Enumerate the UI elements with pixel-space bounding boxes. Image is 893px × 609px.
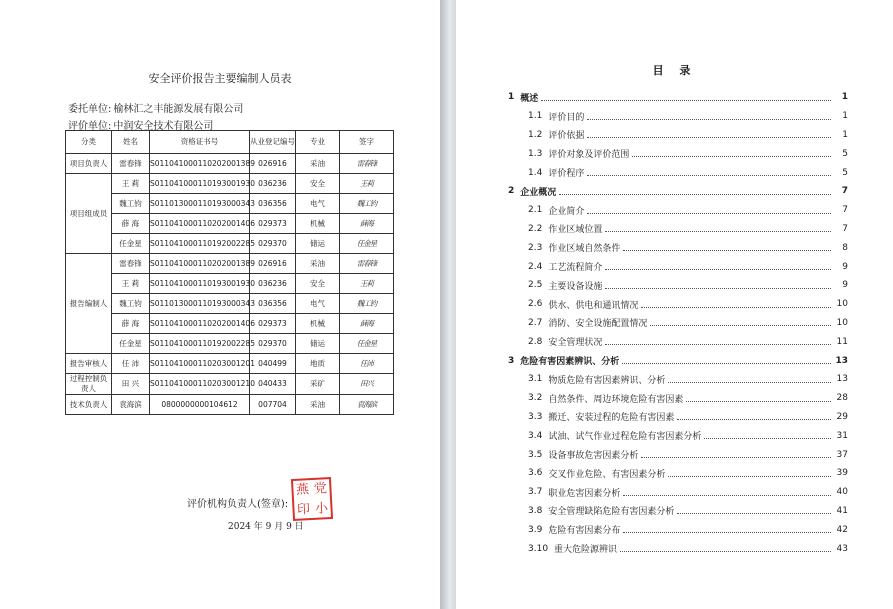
reg-cell: 026916 [250, 154, 296, 174]
toc-entry[interactable] [508, 163, 848, 182]
toc-leader [677, 419, 831, 420]
toc-text: 职业危害因素分析 [548, 488, 621, 499]
toc-page: 40 [836, 487, 848, 498]
toc-text: 安全管理状况 [548, 338, 603, 349]
toc-number: 3.3 [528, 411, 543, 422]
name-cell: 任金星 [112, 334, 150, 354]
name-cell: 王 莉 [112, 174, 150, 194]
signature-cell: 任沛 [340, 354, 394, 374]
table-of-contents [508, 88, 848, 558]
toc-text: 评价依据 [548, 131, 585, 142]
name-cell: 薛 海 [112, 314, 150, 334]
major-cell: 储运 [296, 334, 340, 354]
toc-text: 主要设备设施 [548, 281, 603, 292]
cert-cell: S011013000110193000343 [150, 194, 250, 214]
major-cell: 安全 [296, 174, 340, 194]
toc-page: 5 [842, 148, 848, 159]
toc-text: 评价程序 [548, 169, 585, 180]
toc-number: 3 [508, 355, 515, 366]
toc-entry[interactable] [508, 220, 848, 239]
toc-leader [559, 194, 831, 195]
major-cell: 采油 [296, 154, 340, 174]
category-cell: 项目负责人 [66, 154, 112, 174]
toc-text: 交叉作业危险、有害因素分析 [548, 469, 666, 480]
major-cell: 储运 [296, 234, 340, 254]
major-cell: 采油 [296, 254, 340, 274]
major-cell: 采油 [296, 395, 340, 415]
toc-number: 2.3 [528, 242, 543, 253]
toc-page: 41 [836, 505, 848, 516]
toc-title: 目 录 [652, 64, 697, 77]
toc-number: 2.2 [528, 223, 543, 234]
sign-date: 2024 年 9 月 9 日 [228, 522, 304, 532]
toc-text: 供水、供电和通讯情况 [548, 300, 639, 311]
toc-leader [587, 175, 831, 176]
toc-number: 3.1 [528, 374, 543, 385]
toc-text: 危险有害因素辨识、分析 [520, 357, 620, 368]
column-header: 资格证书号 [150, 131, 250, 154]
toc-page: 11 [836, 336, 848, 347]
toc-leader [620, 551, 831, 552]
cert-cell: S011041000110202001406 [150, 214, 250, 234]
reg-cell: 036356 [250, 294, 296, 314]
toc-entry[interactable] [508, 314, 848, 333]
signature-cell: 王莉 [340, 274, 394, 294]
toc-text: 企业概况 [520, 187, 557, 198]
client-name: 榆林汇之丰能源发展有限公司 [113, 104, 244, 115]
cert-cell: S011041000110203001201 [150, 354, 250, 374]
toc-entry[interactable] [508, 182, 848, 201]
toc-text: 设备事故危害因素分析 [548, 451, 639, 462]
toc-entry[interactable] [508, 295, 848, 314]
cert-cell: S011041000110202001389 [150, 254, 250, 274]
table-row [66, 354, 394, 374]
toc-entry[interactable] [508, 389, 848, 408]
column-header: 从业登记编号 [250, 131, 296, 154]
toc-number: 2.5 [528, 280, 543, 291]
toc-number: 3.9 [528, 524, 543, 535]
toc-leader [704, 438, 831, 439]
toc-entry[interactable] [508, 408, 848, 427]
toc-text: 工艺流程简介 [548, 263, 603, 274]
toc-number: 2.7 [528, 317, 543, 328]
toc-entry[interactable] [508, 483, 848, 502]
name-cell: 王 莉 [112, 274, 150, 294]
table-row [66, 234, 394, 254]
toc-entry[interactable] [508, 88, 848, 107]
column-header: 签字 [340, 131, 394, 154]
table-row [66, 174, 394, 194]
category-cell: 技术负责人 [66, 395, 112, 415]
major-cell: 地质 [296, 354, 340, 374]
toc-leader [623, 532, 831, 533]
reg-cell: 036236 [250, 174, 296, 194]
signature-cell: 雷春锋 [340, 154, 394, 174]
toc-leader [623, 495, 831, 496]
cert-cell: S011041000110202001389 [150, 154, 250, 174]
toc-number: 2.8 [528, 336, 543, 347]
signature-cell: 薛海 [340, 214, 394, 234]
toc-leader [605, 288, 831, 289]
table-row [66, 154, 394, 174]
cert-cell: S011041000110203001210 [150, 374, 250, 395]
cert-cell: S011041000110202001406 [150, 314, 250, 334]
reg-cell: 029370 [250, 234, 296, 254]
toc-page: 43 [836, 543, 848, 554]
toc-page: 28 [836, 393, 848, 404]
seal-char: 小 [314, 501, 329, 517]
toc-leader [587, 137, 831, 138]
major-cell: 采矿 [296, 374, 340, 395]
signature-cell: 任金星 [340, 334, 394, 354]
name-cell: 田 兴 [112, 374, 150, 395]
toc-text: 评价对象及评价范围 [548, 150, 630, 161]
category-cell: 报告审核人 [66, 354, 112, 374]
toc-entry[interactable] [508, 144, 848, 163]
toc-page: 5 [842, 167, 848, 178]
category-cell: 报告编制人 [66, 254, 112, 354]
toc-text: 作业区域自然条件 [548, 244, 621, 255]
toc-text: 试油、试气作业过程危险有害因素分析 [548, 432, 702, 443]
name-cell: 魏工钧 [112, 294, 150, 314]
toc-entry[interactable] [508, 126, 848, 145]
toc-number: 3.8 [528, 505, 543, 516]
toc-page: 37 [836, 449, 848, 460]
evaluator-label: 评价单位: [68, 121, 112, 132]
toc-entry[interactable] [508, 426, 848, 445]
toc-page: 13 [836, 374, 848, 385]
toc-number: 3.4 [528, 430, 543, 441]
toc-leader [541, 100, 831, 101]
reg-cell: 029373 [250, 314, 296, 334]
toc-entry[interactable] [508, 238, 848, 257]
signature-cell: 雷春锋 [340, 254, 394, 274]
toc-leader [641, 307, 831, 308]
toc-leader [677, 513, 831, 514]
toc-number: 3.6 [528, 468, 543, 479]
reg-cell: 026916 [250, 254, 296, 274]
toc-entry[interactable] [508, 502, 848, 521]
toc-number: 3.10 [528, 543, 549, 554]
toc-page: 1 [841, 92, 848, 103]
toc-entry[interactable] [508, 445, 848, 464]
name-cell: 魏工钧 [112, 194, 150, 214]
toc-number: 2.1 [528, 205, 543, 216]
seal-char: 党 [313, 481, 328, 497]
staff-table-title: 安全评价报告主要编制人员表 [148, 72, 292, 85]
toc-page: 13 [835, 355, 848, 366]
major-cell: 电气 [296, 294, 340, 314]
cert-cell: 0800000000104612 [150, 395, 250, 415]
signature-cell: 薛海 [340, 314, 394, 334]
toc-text: 企业简介 [548, 206, 585, 217]
name-cell: 雷春锋 [112, 254, 150, 274]
name-cell: 袁海滨 [112, 395, 150, 415]
toc-leader [641, 457, 831, 458]
toc-page: 1 [842, 129, 848, 140]
toc-leader [587, 119, 831, 120]
client-label: 委托单位: [68, 104, 112, 115]
cert-cell: S011013000110193000343 [150, 294, 250, 314]
toc-number: 1 [508, 92, 515, 103]
toc-page: 10 [836, 317, 848, 328]
toc-text: 危险有害因素分布 [548, 526, 621, 537]
toc-number: 1.1 [528, 111, 543, 122]
toc-page: 29 [836, 411, 848, 422]
toc-page: 8 [842, 242, 848, 253]
name-cell: 雷春锋 [112, 154, 150, 174]
toc-number: 3.2 [528, 393, 543, 404]
column-header: 分类 [66, 131, 112, 154]
toc-text: 搬迁、安装过程的危险有害因素 [548, 413, 675, 424]
toc-text: 重大危险源辨识 [554, 545, 618, 556]
signature-cell: 魏工钧 [340, 194, 394, 214]
toc-leader [623, 250, 831, 251]
name-cell: 任金星 [112, 234, 150, 254]
seal-char: 印 [296, 502, 311, 518]
column-header: 姓名 [112, 131, 150, 154]
reg-cell: 029373 [250, 214, 296, 234]
toc-number: 2.6 [528, 299, 543, 310]
toc-page: 9 [842, 261, 848, 272]
toc-entry[interactable] [508, 201, 848, 220]
toc-text: 评价目的 [548, 112, 585, 123]
toc-entry[interactable] [508, 520, 848, 539]
toc-leader [668, 382, 831, 383]
toc-leader [686, 401, 831, 402]
toc-entry[interactable] [508, 539, 848, 558]
toc-entry[interactable] [508, 351, 848, 370]
toc-leader [622, 363, 831, 364]
toc-leader [587, 213, 831, 214]
cert-cell: S011041000110192002285 [150, 234, 250, 254]
reg-cell: 036236 [250, 274, 296, 294]
toc-number: 1.2 [528, 129, 543, 140]
cert-cell: S011041000110192002285 [150, 334, 250, 354]
toc-leader [605, 231, 831, 232]
company-seal [291, 477, 333, 521]
toc-text: 概述 [520, 93, 539, 104]
toc-leader [650, 325, 831, 326]
evaluator-name: 中润安全技术有限公司 [113, 121, 214, 132]
toc-number: 1.4 [528, 167, 543, 178]
cert-cell: S011041000110193001930 [150, 174, 250, 194]
category-cell: 项目组成员 [66, 174, 112, 254]
toc-page: 10 [836, 299, 848, 310]
signature-cell: 任金星 [340, 234, 394, 254]
toc-number: 2.4 [528, 261, 543, 272]
toc-text: 安全管理缺陷危险有害因素分析 [548, 507, 675, 518]
toc-entry[interactable] [508, 332, 848, 351]
right-page [456, 0, 893, 609]
toc-entry[interactable] [508, 464, 848, 483]
major-cell: 电气 [296, 194, 340, 214]
toc-leader [632, 156, 831, 157]
toc-page: 7 [841, 186, 848, 197]
toc-leader [605, 344, 831, 345]
reg-cell: 040433 [250, 374, 296, 395]
table-row [66, 314, 394, 334]
cert-cell: S011041000110193001930 [150, 274, 250, 294]
toc-page: 1 [842, 111, 848, 122]
toc-page: 9 [842, 280, 848, 291]
seal-char: 燕 [295, 482, 310, 498]
name-cell: 薛 海 [112, 214, 150, 234]
table-row [66, 274, 394, 294]
staff-table-body [66, 154, 394, 415]
toc-text: 消防、安全设施配置情况 [548, 319, 648, 330]
client-line [68, 100, 243, 115]
toc-text: 作业区域位置 [548, 225, 603, 236]
toc-number: 3.5 [528, 449, 543, 460]
major-cell: 机械 [296, 214, 340, 234]
book-gutter [440, 0, 456, 609]
signoff-label: 评价机构负责人(签章): [187, 499, 289, 510]
name-cell: 任 沛 [112, 354, 150, 374]
left-page [0, 0, 440, 609]
toc-number: 2 [508, 186, 515, 197]
toc-leader [668, 476, 831, 477]
category-cell: 过程控制负责人 [66, 374, 112, 395]
signature-cell: 袁海滨 [340, 395, 394, 415]
toc-entry[interactable] [508, 276, 848, 295]
major-cell: 安全 [296, 274, 340, 294]
table-row [66, 395, 394, 415]
staff-table-header [66, 131, 394, 154]
table-row [66, 294, 394, 314]
reg-cell: 029370 [250, 334, 296, 354]
reg-cell: 036356 [250, 194, 296, 214]
table-row [66, 334, 394, 354]
toc-text: 自然条件、周边环境危险有害因素 [548, 394, 684, 405]
table-row [66, 194, 394, 214]
toc-page: 7 [842, 205, 848, 216]
toc-number: 3.7 [528, 487, 543, 498]
column-header: 专业 [296, 131, 340, 154]
toc-page: 7 [842, 223, 848, 234]
toc-number: 1.3 [528, 148, 543, 159]
signature-cell: 王莉 [340, 174, 394, 194]
toc-text: 物质危险有害因素辨识、分析 [548, 375, 666, 386]
toc-leader [605, 269, 831, 270]
table-row [66, 214, 394, 234]
toc-page: 42 [836, 524, 848, 535]
signature-cell: 魏工钧 [340, 294, 394, 314]
toc-page: 31 [836, 430, 848, 441]
reg-cell: 007704 [250, 395, 296, 415]
table-row [66, 254, 394, 274]
toc-entry[interactable] [508, 257, 848, 276]
major-cell: 机械 [296, 314, 340, 334]
signature-cell: 田兴 [340, 374, 394, 395]
staff-table [65, 130, 394, 415]
toc-entry[interactable] [508, 107, 848, 126]
toc-page: 39 [836, 468, 848, 479]
toc-entry[interactable] [508, 370, 848, 389]
reg-cell: 040499 [250, 354, 296, 374]
table-row [66, 374, 394, 395]
